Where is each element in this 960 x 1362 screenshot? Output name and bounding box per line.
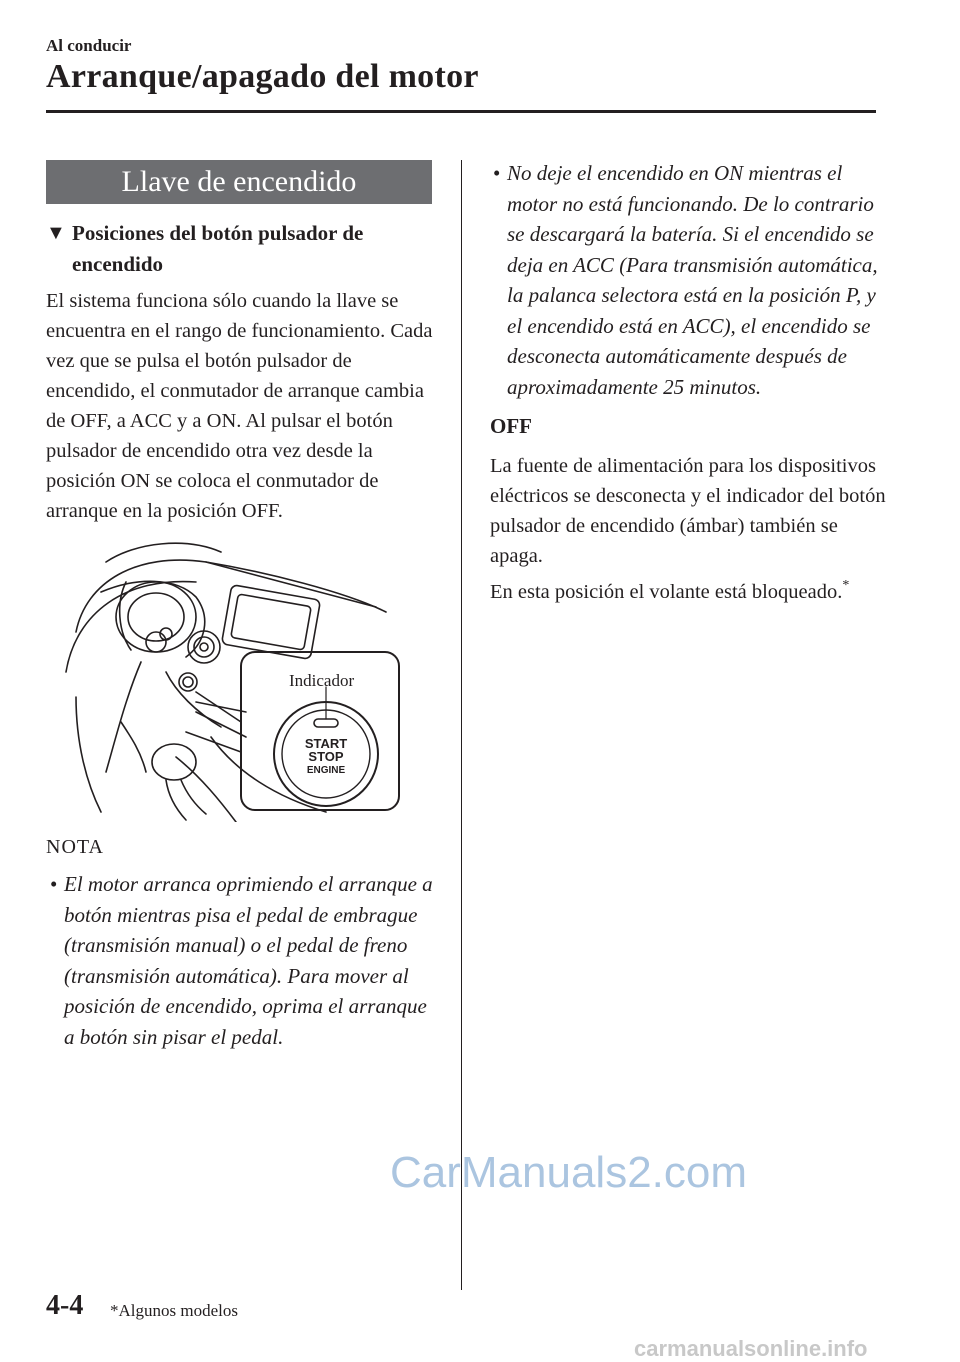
triangle-marker-icon: ▼ bbox=[46, 222, 66, 244]
button-label-start: START bbox=[304, 736, 348, 751]
bullet-icon: • bbox=[50, 872, 58, 896]
watermark-main: CarManuals2.com bbox=[390, 1148, 748, 1197]
button-label-stop: STOP bbox=[308, 749, 344, 764]
button-label-engine: ENGINE bbox=[306, 765, 346, 776]
nota-item-battery bbox=[493, 158, 888, 402]
breadcrumb: Al conducir bbox=[46, 36, 132, 55]
dashboard-drawing bbox=[46, 522, 406, 822]
off-description bbox=[490, 451, 890, 607]
footnote: *Algunos modelos bbox=[110, 1301, 238, 1320]
section-banner: Llave de encendido bbox=[46, 160, 432, 204]
nota-label: NOTA bbox=[46, 836, 104, 858]
bullet-icon: • bbox=[493, 161, 501, 185]
dashboard-illustration bbox=[46, 522, 406, 822]
nota-item-text: No deje el encendido en ON mientras el motor no está funcionando. De lo contrario se descargará la batería. Si el encendido se deja en ACC (Para transmisión automática, la palanca selectora está en la posición P, y el encendido está en ACC), el encendido se desconecta automáticamente después de aproximadamente 25 minutos. bbox=[507, 161, 878, 399]
steering-lock-paragraph bbox=[490, 571, 890, 607]
column-divider bbox=[461, 160, 462, 1290]
page-number: 4-4 bbox=[46, 1290, 84, 1321]
nota-item-text: El motor arranca oprimiendo el arranque a botón mientras pisa el pedal de embrague (transmisión manual) o el pedal de freno (transmisión automática). Para mover al posición de encendido, oprima el arranque a botón sin pisar el pedal. bbox=[64, 872, 433, 1049]
watermark-corner: carmanualsonline.info bbox=[634, 1336, 868, 1361]
footnote-mark: * bbox=[842, 578, 850, 593]
nota-item-clutch bbox=[50, 869, 435, 1052]
title-rule bbox=[46, 110, 876, 113]
subheading-text: Posiciones del botón pulsador de encendido bbox=[72, 221, 364, 276]
steering-lock-text: En esta posición el volante está bloqueado. bbox=[490, 581, 843, 603]
subheading bbox=[46, 218, 436, 280]
off-paragraph: La fuente de alimentación para los dispositivos eléctricos se desconecta y el indicador del botón pulsador de encendido (ámbar) también se apaga. bbox=[490, 455, 886, 567]
intro-paragraph: El sistema funciona sólo cuando la llave se encuentra en el rango de funcionamiento. Cada vez que se pulsa el botón pulsador de encendido, el conmutador de arranque cambia de OFF, a ACC y a ON. Al pulsar el botón pulsador de encendido otra vez desde la posición ON se coloca el conmutador de arranque en la posición OFF. bbox=[46, 290, 433, 522]
off-heading: OFF bbox=[490, 414, 532, 438]
page-title: Arranque/apagado del motor bbox=[46, 58, 479, 95]
indicator-callout-label: Indicador bbox=[289, 671, 355, 690]
